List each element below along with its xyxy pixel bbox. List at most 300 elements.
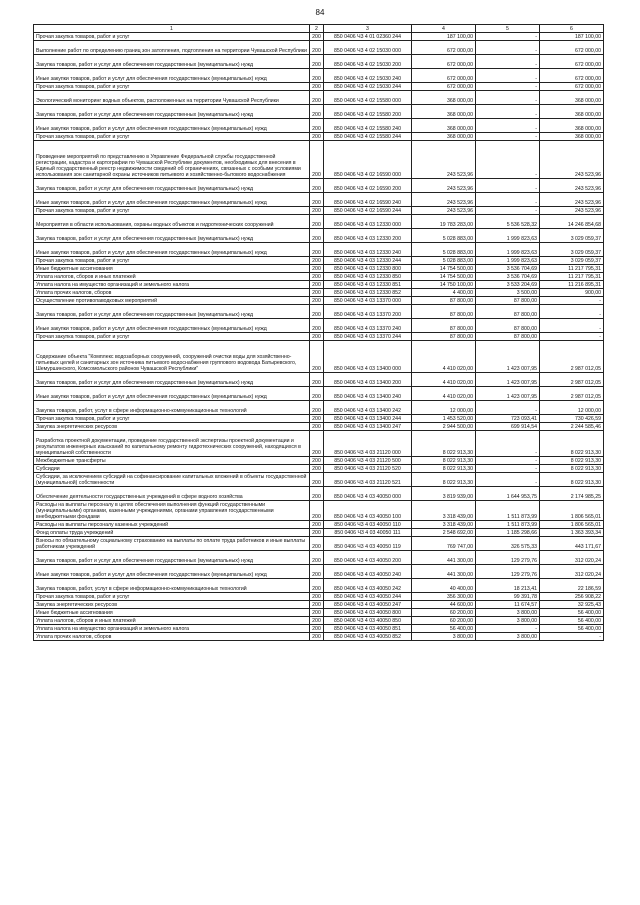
row-code-cell: 200 [310,529,324,537]
row-approved-cell: 3 819 939,00 [412,487,476,501]
page-number: 84 [315,8,325,17]
row-remaining-cell: 11 217 795,31 [540,273,604,281]
row-name-cell: Закупка энергетических ресурсов [34,601,310,609]
table-row [34,401,604,415]
row-name-cell: Субсидии, за исключением субсидий на софинансирование капитальных вложений в объекты государственной (муниципальной) собственности [34,473,310,487]
row-approved-cell: 672 000,00 [412,69,476,83]
row-name-cell: Мероприятия в области использования, охраны водных объектов и гидротехнических сооружений [34,215,310,229]
row-kbk-cell: 850 0406 Ч3 4 03 12330 851 [324,281,412,289]
row-name-cell: Иные закупки товаров, работ и услуг для обеспечения государственных (муниципальных) нужд [34,69,310,83]
row-kbk-cell: 850 0406 Ч3 4 03 40050 000 [324,487,412,501]
row-kbk-cell: 850 0406 Ч3 4 02 16590 000 [324,141,412,179]
row-kbk-cell: 850 0406 Ч3 4 02 15580 244 [324,133,412,141]
row-name-cell: Содержание объекта "Комплекс водозаборных сооружений, сооружений очистки воды для хозяйственно-питьевых целей и санитарных зон источника питьевого водоснабжения группового водовода Батыревского, Шемуршинского, Комсомольского районов Чувашской Республики" [34,341,310,373]
row-kbk-cell: 850 0406 Ч3 4 03 40050 111 [324,529,412,537]
row-kbk-cell: 850 0406 Ч3 4 03 12330 852 [324,289,412,297]
row-code-cell: 200 [310,69,324,83]
row-code-cell: 200 [310,551,324,565]
table-row [34,473,604,487]
row-code-cell: 200 [310,333,324,341]
row-approved-cell: 2 944 500,00 [412,423,476,431]
row-remaining-cell: 11 217 795,31 [540,265,604,273]
row-approved-cell: 5 028 883,00 [412,243,476,257]
row-remaining-cell: 672 000,00 [540,55,604,69]
row-approved-cell: 672 000,00 [412,41,476,55]
row-remaining-cell: 368 000,00 [540,91,604,105]
row-name-cell: Разработка проектной документации, проведение государственной экспертизы проектной документации и результатов инженерных изысканий по капитальному ремонту гидротехнических сооружений, находящихся в муниципальной собственности [34,431,310,457]
row-remaining-cell: 12 000,00 [540,401,604,415]
row-kbk-cell: 850 0406 Ч3 4 03 40050 100 [324,501,412,521]
table-row [34,373,604,387]
row-remaining-cell: 187 100,00 [540,33,604,41]
row-approved-cell: 441 300,00 [412,565,476,579]
row-executed-cell: 1 511 873,99 [476,501,540,521]
row-kbk-cell: 850 0406 Ч3 4 03 12330 244 [324,257,412,265]
row-executed-cell: - [476,401,540,415]
table-row [34,465,604,473]
row-executed-cell: 3 536 704,69 [476,265,540,273]
row-kbk-cell: 850 0406 Ч3 4 02 15580 000 [324,91,412,105]
row-executed-cell: 3 800,00 [476,633,540,641]
table-row [34,281,604,289]
row-executed-cell: 3 800,00 [476,609,540,617]
row-approved-cell: 14 754 500,00 [412,265,476,273]
row-approved-cell: 5 028 883,00 [412,229,476,243]
row-remaining-cell: 368 000,00 [540,133,604,141]
row-code-cell: 200 [310,207,324,215]
row-remaining-cell: 312 020,24 [540,551,604,565]
table-row [34,601,604,609]
row-remaining-cell: 56 400,00 [540,609,604,617]
row-executed-cell: 1 423 007,95 [476,341,540,373]
row-code-cell: 200 [310,55,324,69]
row-executed-cell: 18 213,41 [476,579,540,593]
row-executed-cell: 326 575,33 [476,537,540,551]
row-code-cell: 200 [310,537,324,551]
row-code-cell: 200 [310,625,324,633]
row-executed-cell: - [476,457,540,465]
row-executed-cell: 87 800,00 [476,319,540,333]
row-approved-cell: 14 754 500,00 [412,273,476,281]
row-approved-cell: 441 300,00 [412,551,476,565]
row-kbk-cell: 850 0406 Ч3 4 03 13400 200 [324,373,412,387]
row-kbk-cell: 850 0406 Ч3 4 03 40050 200 [324,551,412,565]
row-remaining-cell: 8 022 913,30 [540,473,604,487]
row-executed-cell: - [476,207,540,215]
row-kbk-cell: 850 0406 Ч3 4 02 15580 240 [324,119,412,133]
row-name-cell: Закупка товаров, работ, услуг в сфере информационно-коммуникационных технологий [34,401,310,415]
row-executed-cell: 129 279,76 [476,565,540,579]
row-kbk-cell: 850 0406 Ч3 4 03 13370 000 [324,297,412,305]
row-approved-cell: 368 000,00 [412,91,476,105]
table-row [34,105,604,119]
row-approved-cell: 60 200,00 [412,609,476,617]
row-executed-cell: - [476,105,540,119]
row-code-cell: 200 [310,305,324,319]
row-approved-cell: 3 800,00 [412,633,476,641]
row-name-cell: Прочая закупка товаров, работ и услуг [34,593,310,601]
header-row [34,25,604,33]
row-approved-cell: 19 783 283,00 [412,215,476,229]
row-kbk-cell: 850 0406 Ч3 4 02 15030 000 [324,41,412,55]
row-approved-cell: 87 800,00 [412,305,476,319]
row-kbk-cell: 850 0406 Ч3 4 03 40050 800 [324,609,412,617]
row-executed-cell: 87 800,00 [476,333,540,341]
header-col-5: 5 [476,25,540,33]
row-code-cell: 200 [310,41,324,55]
row-name-cell: Взносы по обязательному социальному страхованию на выплаты по оплате труда работников и иные выплаты работникам учреждений [34,537,310,551]
row-approved-cell: 2 548 692,00 [412,529,476,537]
table-row [34,457,604,465]
row-name-cell: Расходы на выплаты персоналу в целях обеспечения выполнения функций государственными (муниципальными) органами, казенными учреждениями, органами управления государственными внебюджетными фондами [34,501,310,521]
row-kbk-cell: 850 0406 Ч3 4 02 15030 240 [324,69,412,83]
row-executed-cell: 87 800,00 [476,297,540,305]
table-row [34,265,604,273]
row-name-cell: Расходы на выплаты персоналу казенных учреждений [34,521,310,529]
row-executed-cell: - [476,431,540,457]
table-row [34,179,604,193]
row-name-cell: Уплата прочих налогов, сборов [34,633,310,641]
row-approved-cell: 40 400,00 [412,579,476,593]
table-row [34,69,604,83]
row-executed-cell: - [476,83,540,91]
row-executed-cell: - [476,119,540,133]
row-executed-cell: 1 999 823,63 [476,243,540,257]
row-code-cell: 200 [310,229,324,243]
row-executed-cell: 99 391,78 [476,593,540,601]
row-approved-cell: 14 750 100,00 [412,281,476,289]
row-remaining-cell: 256 908,22 [540,593,604,601]
row-approved-cell: 60 200,00 [412,617,476,625]
row-name-cell: Осуществление противопаводковых мероприятий [34,297,310,305]
row-executed-cell: - [476,91,540,105]
row-code-cell: 200 [310,83,324,91]
row-executed-cell: 3 500,00 [476,289,540,297]
row-code-cell: 200 [310,141,324,179]
table-row [34,55,604,69]
row-remaining-cell: 3 029 059,37 [540,243,604,257]
row-code-cell: 200 [310,105,324,119]
row-name-cell: Закупка энергетических ресурсов [34,423,310,431]
row-remaining-cell: 2 987 012,05 [540,373,604,387]
table-row [34,305,604,319]
row-remaining-cell: 3 029 059,37 [540,229,604,243]
row-code-cell: 200 [310,119,324,133]
row-approved-cell: 4 410 020,00 [412,387,476,401]
table-row [34,91,604,105]
row-code-cell: 200 [310,133,324,141]
row-executed-cell: 3 536 704,69 [476,273,540,281]
table-row [34,273,604,281]
row-name-cell: Субсидии [34,465,310,473]
table-row [34,537,604,551]
row-approved-cell: 12 000,00 [412,401,476,415]
table-row [34,83,604,91]
row-kbk-cell: 850 0406 Ч3 4 03 21120 521 [324,473,412,487]
row-name-cell: Экологический мониторинг водных объектов, расположенных на территории Чувашской Республики [34,91,310,105]
row-code-cell: 200 [310,521,324,529]
header-col-6: 6 [540,25,604,33]
row-approved-cell: 87 800,00 [412,297,476,305]
row-executed-cell: 5 536 528,32 [476,215,540,229]
table-row [34,41,604,55]
table-header [34,25,604,33]
row-approved-cell: 56 400,00 [412,625,476,633]
row-code-cell: 200 [310,601,324,609]
row-executed-cell: 11 674,57 [476,601,540,609]
header-col-2: 2 [310,25,324,33]
row-kbk-cell: 850 0406 Ч3 4 03 13400 242 [324,401,412,415]
row-kbk-cell: 850 0406 Ч3 4 03 13400 247 [324,423,412,431]
table-row [34,119,604,133]
row-kbk-cell: 850 0406 Ч3 4 03 13400 240 [324,387,412,401]
row-remaining-cell: 243 523,96 [540,193,604,207]
row-kbk-cell: 850 0406 Ч3 4 02 15030 200 [324,55,412,69]
row-executed-cell: - [476,179,540,193]
row-approved-cell: 8 022 913,30 [412,457,476,465]
row-remaining-cell: 8 022 913,30 [540,465,604,473]
table-row [34,617,604,625]
row-code-cell: 200 [310,373,324,387]
row-remaining-cell: - [540,305,604,319]
row-code-cell: 200 [310,179,324,193]
row-kbk-cell: 850 0406 Ч3 4 03 40050 247 [324,601,412,609]
row-remaining-cell: 368 000,00 [540,105,604,119]
row-name-cell: Иные закупки товаров, работ и услуг для обеспечения государственных (муниципальных) нужд [34,119,310,133]
row-kbk-cell: 850 0406 Ч3 4 03 40050 240 [324,565,412,579]
table-row [34,431,604,457]
row-name-cell: Прочая закупка товаров, работ и услуг [34,133,310,141]
row-kbk-cell: 850 0406 Ч3 4 03 12330 240 [324,243,412,257]
table-row [34,207,604,215]
row-name-cell: Уплата налога на имущество организаций и земельного налога [34,625,310,633]
row-name-cell: Прочая закупка товаров, работ и услуг [34,83,310,91]
row-remaining-cell: 2 987 012,05 [540,387,604,401]
row-code-cell: 200 [310,423,324,431]
table-body [34,33,604,641]
row-name-cell: Иные закупки товаров, работ и услуг для обеспечения государственных (муниципальных) нужд [34,319,310,333]
row-remaining-cell: - [540,297,604,305]
row-name-cell: Уплата налогов, сборов и иных платежей [34,273,310,281]
row-executed-cell: 1 185 298,66 [476,529,540,537]
row-code-cell: 200 [310,33,324,41]
row-kbk-cell: 850 0406 Ч3 4 03 21120 500 [324,457,412,465]
row-code-cell: 200 [310,281,324,289]
row-remaining-cell: 312 020,24 [540,565,604,579]
budget-table [33,24,604,641]
row-code-cell: 200 [310,415,324,423]
row-remaining-cell: - [540,319,604,333]
row-name-cell: Прочая закупка товаров, работ и услуг [34,207,310,215]
row-code-cell: 200 [310,487,324,501]
row-remaining-cell: 1 806 565,01 [540,501,604,521]
row-name-cell: Иные закупки товаров, работ и услуг для обеспечения государственных (муниципальных) нужд [34,387,310,401]
row-remaining-cell: 8 022 913,30 [540,457,604,465]
row-executed-cell: - [476,473,540,487]
table-row [34,529,604,537]
table-row [34,387,604,401]
row-remaining-cell: 2 987 012,05 [540,341,604,373]
row-approved-cell: 5 028 883,00 [412,257,476,265]
row-name-cell: Закупка товаров, работ и услуг для обеспечения государственных (муниципальных) нужд [34,179,310,193]
table-row [34,341,604,373]
row-executed-cell: 723 093,41 [476,415,540,423]
row-code-cell: 200 [310,593,324,601]
row-remaining-cell: 443 171,67 [540,537,604,551]
row-kbk-cell: 850 0406 Ч3 4 02 16590 200 [324,179,412,193]
row-name-cell: Прочая закупка товаров, работ и услуг [34,333,310,341]
row-approved-cell: 243 523,96 [412,141,476,179]
row-name-cell: Иные закупки товаров, работ и услуг для обеспечения государственных (муниципальных) нужд [34,243,310,257]
row-name-cell: Фонд оплаты труда учреждений [34,529,310,537]
row-approved-cell: 672 000,00 [412,83,476,91]
row-remaining-cell: 368 000,00 [540,119,604,133]
row-remaining-cell: - [540,633,604,641]
row-kbk-cell: 850 0406 Ч3 4 03 13400 000 [324,341,412,373]
row-approved-cell: 44 600,00 [412,601,476,609]
table-row [34,193,604,207]
row-code-cell: 200 [310,609,324,617]
row-code-cell: 200 [310,319,324,333]
table-row [34,133,604,141]
row-name-cell: Проведение мероприятий по представлению в Управление Федеральной службы государственной регистрации, кадастра и картографии по Чувашской Республике документов, необходимых для внесения в Единый государственный реестр недвижимости сведений об ограничениях, связанных с особыми условиями использования зон санитарной охраны источников питьевого и хозяйственно-бытового водоснабжения [34,141,310,179]
table-row [34,215,604,229]
row-executed-cell: - [476,141,540,179]
row-remaining-cell: 243 523,96 [540,207,604,215]
row-approved-cell: 243 523,96 [412,193,476,207]
row-name-cell: Прочая закупка товаров, работ и услуг [34,257,310,265]
row-approved-cell: 1 453 520,00 [412,415,476,423]
row-code-cell: 200 [310,215,324,229]
row-executed-cell: - [476,33,540,41]
row-executed-cell: 1 423 007,95 [476,373,540,387]
row-approved-cell: 769 747,00 [412,537,476,551]
row-approved-cell: 368 000,00 [412,133,476,141]
row-approved-cell: 3 318 439,00 [412,521,476,529]
row-kbk-cell: 850 0406 Ч3 4 03 12330 800 [324,265,412,273]
row-code-cell: 200 [310,265,324,273]
row-code-cell: 200 [310,91,324,105]
header-col-3: 3 [324,25,412,33]
row-approved-cell: 672 000,00 [412,55,476,69]
row-name-cell: Межбюджетные трансферты [34,457,310,465]
row-code-cell: 200 [310,387,324,401]
row-code-cell: 200 [310,617,324,625]
row-approved-cell: 356 300,00 [412,593,476,601]
table-row [34,415,604,423]
row-remaining-cell: 8 022 913,30 [540,431,604,457]
row-remaining-cell: 672 000,00 [540,41,604,55]
row-approved-cell: 243 523,96 [412,179,476,193]
table-row [34,289,604,297]
row-name-cell: Закупка товаров, работ и услуг для обеспечения государственных (муниципальных) нужд [34,55,310,69]
header-col-4: 4 [412,25,476,33]
table-row [34,521,604,529]
row-code-cell: 200 [310,193,324,207]
row-remaining-cell: 56 400,00 [540,617,604,625]
row-code-cell: 200 [310,273,324,281]
row-remaining-cell: 243 523,96 [540,179,604,193]
row-kbk-cell: 850 0406 Ч3 4 03 40050 244 [324,593,412,601]
row-kbk-cell: 850 0406 Ч3 4 02 16590 240 [324,193,412,207]
row-code-cell: 200 [310,431,324,457]
row-executed-cell: - [476,55,540,69]
row-name-cell: Уплата прочих налогов, сборов [34,289,310,297]
row-remaining-cell: 730 426,59 [540,415,604,423]
row-kbk-cell: 850 0406 Ч3 4 01 02360 244 [324,33,412,41]
row-approved-cell: 368 000,00 [412,105,476,119]
row-executed-cell: 129 279,76 [476,551,540,565]
row-name-cell: Прочая закупка товаров, работ и услуг [34,415,310,423]
row-remaining-cell: 32 925,43 [540,601,604,609]
row-kbk-cell: 850 0406 Ч3 4 03 21120 000 [324,431,412,457]
row-kbk-cell: 850 0406 Ч3 4 03 13370 244 [324,333,412,341]
row-executed-cell: 87 800,00 [476,305,540,319]
row-remaining-cell: 243 523,96 [540,141,604,179]
table-row [34,297,604,305]
row-kbk-cell: 850 0406 Ч3 4 03 12330 850 [324,273,412,281]
row-name-cell: Иные бюджетные ассигнования [34,609,310,617]
row-remaining-cell: 672 000,00 [540,69,604,83]
row-code-cell: 200 [310,633,324,641]
row-kbk-cell: 850 0406 Ч3 4 03 12330 200 [324,229,412,243]
row-executed-cell: - [476,41,540,55]
row-name-cell: Иные бюджетные ассигнования [34,265,310,273]
row-kbk-cell: 850 0406 Ч3 4 03 40050 852 [324,633,412,641]
header-col-1: 1 [34,25,310,33]
row-executed-cell: - [476,465,540,473]
row-name-cell: Иные закупки товаров, работ и услуг для обеспечения государственных (муниципальных) нужд [34,565,310,579]
table-row [34,579,604,593]
row-approved-cell: 368 000,00 [412,119,476,133]
row-approved-cell: 4 410 020,00 [412,373,476,387]
row-remaining-cell: 2 174 985,25 [540,487,604,501]
row-executed-cell: - [476,69,540,83]
row-name-cell: Прочая закупка товаров, работ и услуг [34,33,310,41]
row-kbk-cell: 850 0406 Ч3 4 03 13400 244 [324,415,412,423]
row-executed-cell: 1 511 873,99 [476,521,540,529]
row-kbk-cell: 850 0406 Ч3 4 03 40050 110 [324,521,412,529]
row-name-cell: Закупка товаров, работ и услуг для обеспечения государственных (муниципальных) нужд [34,551,310,565]
row-code-cell: 200 [310,341,324,373]
row-remaining-cell: 14 246 854,68 [540,215,604,229]
table-row [34,319,604,333]
table-row [34,501,604,521]
row-remaining-cell: 1 806 565,01 [540,521,604,529]
row-code-cell: 200 [310,401,324,415]
row-name-cell: Уплата налога на имущество организаций и земельного налога [34,281,310,289]
row-approved-cell: 4 410 020,00 [412,341,476,373]
row-name-cell: Обеспечение деятельности государственных учреждений в сфере водного хозяйства [34,487,310,501]
row-name-cell: Закупка товаров, работ и услуг для обеспечения государственных (муниципальных) нужд [34,105,310,119]
row-code-cell: 200 [310,457,324,465]
row-code-cell: 200 [310,243,324,257]
row-executed-cell: - [476,193,540,207]
row-approved-cell: 87 800,00 [412,319,476,333]
row-kbk-cell: 850 0406 Ч3 4 03 12330 000 [324,215,412,229]
row-executed-cell: 1 999 823,63 [476,257,540,265]
table-row [34,625,604,633]
row-executed-cell: 1 423 007,95 [476,387,540,401]
row-name-cell: Закупка товаров, работ и услуг для обеспечения государственных (муниципальных) нужд [34,373,310,387]
row-executed-cell: - [476,133,540,141]
row-remaining-cell: 2 244 585,46 [540,423,604,431]
row-name-cell: Закупка товаров, работ и услуг для обеспечения государственных (муниципальных) нужд [34,305,310,319]
row-code-cell: 200 [310,579,324,593]
row-code-cell: 200 [310,465,324,473]
table-row [34,551,604,565]
table-row [34,229,604,243]
